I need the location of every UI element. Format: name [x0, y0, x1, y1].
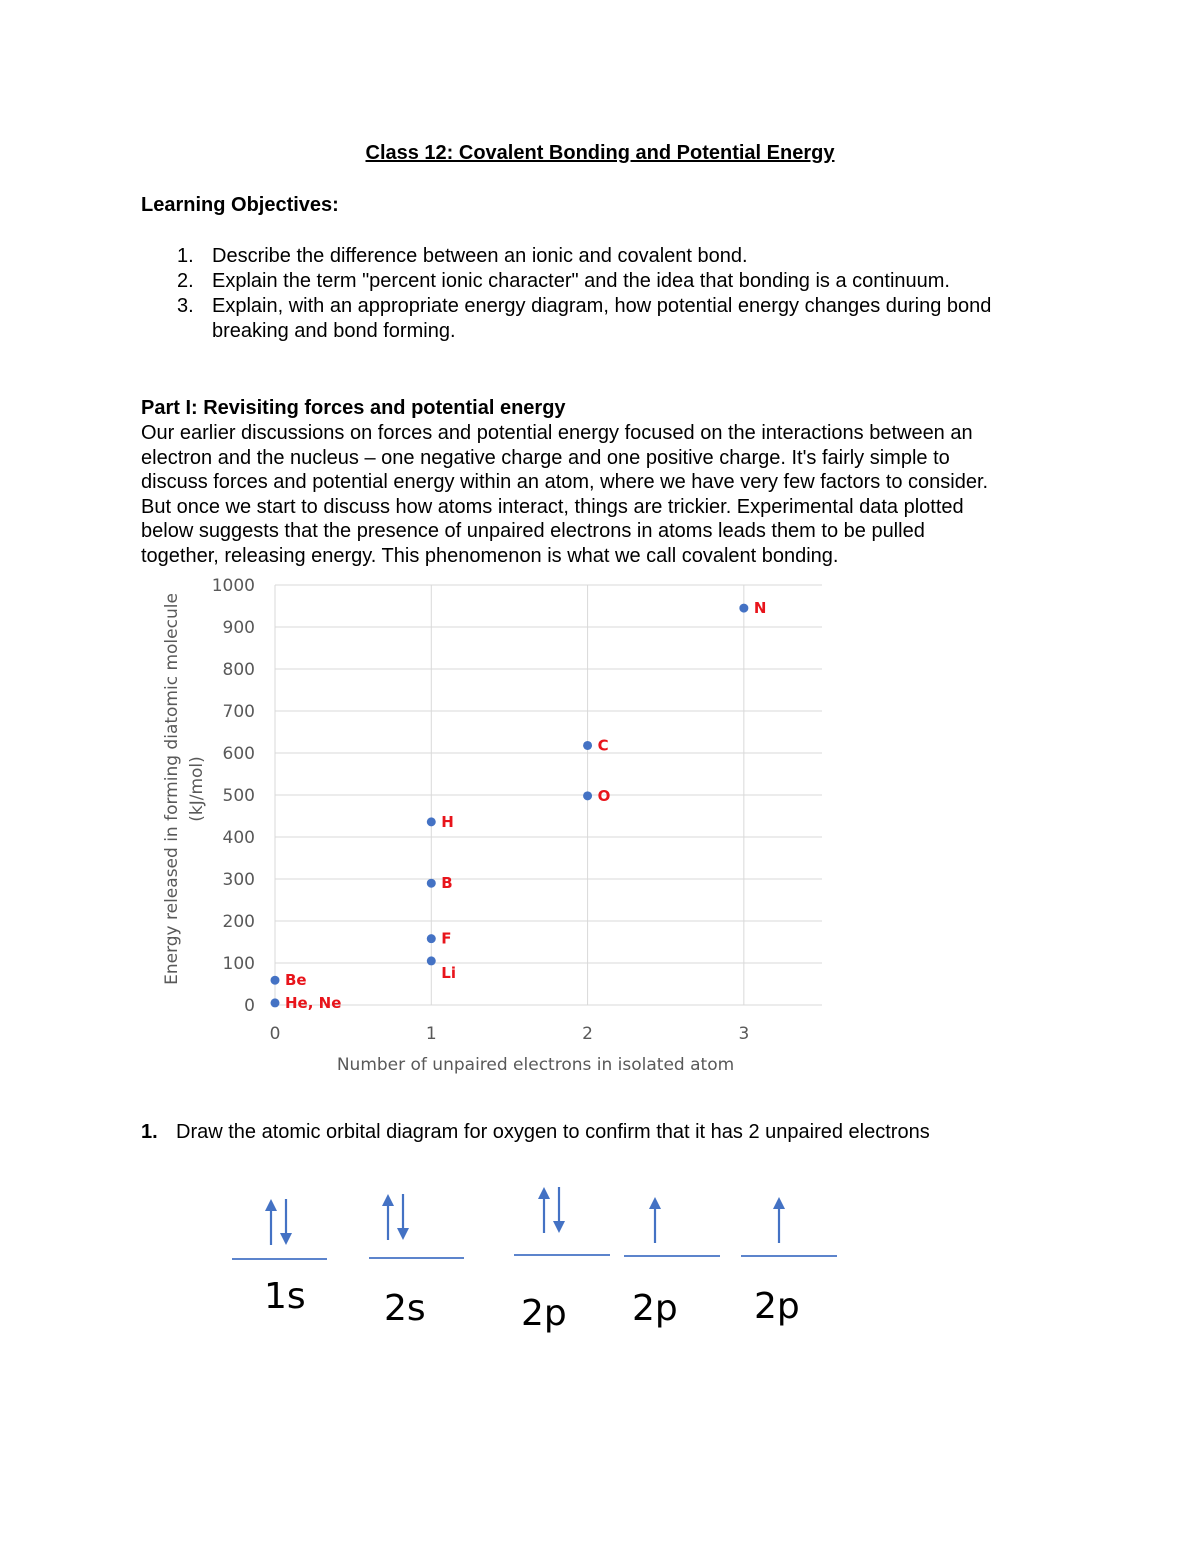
y-axis-label: (kJ/mol) — [187, 756, 207, 822]
y-axis-label: Energy released in forming diatomic molecule — [162, 593, 182, 985]
data-label: Be — [285, 971, 307, 990]
x-tick-label: 2 — [582, 1024, 593, 1044]
y-tick-label: 400 — [222, 828, 255, 848]
objective-text: Explain the term "percent ionic character" and the idea that bonding is a continuum. — [212, 270, 950, 292]
y-tick-label: 900 — [222, 618, 255, 638]
data-label: F — [441, 929, 452, 948]
objective-number: 2. — [177, 270, 194, 292]
y-tick-label: 300 — [222, 870, 255, 890]
data-label: Li — [441, 963, 456, 982]
orbital-label: 2p — [754, 1286, 800, 1327]
data-point — [427, 934, 436, 943]
objective-item — [141, 294, 1061, 344]
question-number: 1. — [141, 1121, 158, 1143]
part1-paragraph — [141, 421, 1071, 569]
down-arrowhead — [553, 1221, 565, 1233]
y-tick-label: 800 — [222, 660, 255, 680]
y-tick-label: 600 — [222, 744, 255, 764]
data-point — [583, 791, 592, 800]
paragraph-line: Our earlier discussions on forces and potential energy focused on the interactions between an — [141, 422, 973, 444]
orbital-diagram — [0, 1170, 1200, 1350]
page-title: Class 12: Covalent Bonding and Potential Energy — [365, 142, 835, 164]
y-tick-label: 0 — [244, 996, 255, 1016]
x-axis-label: Number of unpaired electrons in isolated atom — [336, 1055, 735, 1075]
objective-number: 1. — [177, 245, 194, 267]
data-point — [427, 879, 436, 888]
x-tick-label: 0 — [269, 1024, 281, 1044]
up-arrowhead — [382, 1194, 394, 1206]
question-text: Draw the atomic orbital diagram for oxygen to confirm that it has 2 unpaired electrons — [176, 1121, 930, 1143]
data-point — [427, 956, 436, 965]
x-tick-label: 3 — [738, 1024, 750, 1044]
data-point — [739, 604, 748, 613]
data-label: N — [753, 599, 767, 618]
paragraph-line: together, releasing energy. This phenomenon is what we call covalent bonding. — [141, 544, 839, 567]
objective-number: 3. — [177, 295, 194, 317]
orbital-label: 2p — [521, 1293, 567, 1334]
paragraph-line: below suggests that the presence of unpaired electrons in atoms leads them to be pulled — [141, 520, 925, 543]
orbital-label: 2s — [384, 1288, 426, 1329]
scatter-chart — [150, 570, 840, 1080]
data-label: B — [441, 874, 453, 893]
part1-heading: Part I: Revisiting forces and potential energy — [141, 397, 566, 419]
paragraph-line: discuss forces and potential energy within an atom, where we have very few factors to consider. — [141, 471, 989, 494]
x-tick-label: 1 — [425, 1024, 437, 1044]
orbital-label: 2p — [632, 1288, 678, 1329]
objective-text: Explain, with an appropriate energy diagram, how potential energy changes during bond breaking and bond forming. — [212, 295, 992, 342]
data-point — [583, 741, 592, 750]
data-point — [427, 817, 436, 826]
y-tick-label: 500 — [222, 786, 255, 806]
objective-item — [141, 244, 1061, 269]
objective-text: Describe the difference between an ionic and covalent bond. — [212, 245, 748, 267]
up-arrowhead — [773, 1197, 785, 1209]
y-tick-label: 200 — [222, 912, 255, 932]
up-arrowhead — [649, 1197, 661, 1209]
down-arrowhead — [397, 1228, 409, 1240]
data-point — [271, 998, 280, 1007]
up-arrowhead — [265, 1199, 277, 1211]
data-label: H — [441, 812, 454, 831]
y-tick-label: 100 — [222, 954, 255, 974]
y-tick-label: 700 — [222, 702, 255, 722]
objectives-list — [141, 244, 1061, 344]
data-label: O — [597, 786, 611, 805]
data-label: He, Ne — [285, 993, 342, 1012]
paragraph-line: electron and the nucleus – one negative charge and one positive charge. It's fairly simple to — [141, 446, 950, 469]
question-1 — [141, 1121, 930, 1144]
data-label: C — [597, 736, 609, 755]
data-point — [271, 976, 280, 985]
up-arrowhead — [538, 1187, 550, 1199]
paragraph-line: But once we start to discuss how atoms interact, things are trickier. Experimental data plotted — [141, 495, 964, 518]
objective-item — [141, 269, 1061, 294]
y-tick-label: 1000 — [211, 576, 255, 596]
objectives-heading: Learning Objectives: — [141, 194, 339, 216]
down-arrowhead — [280, 1233, 292, 1245]
orbital-label: 1s — [264, 1276, 306, 1317]
